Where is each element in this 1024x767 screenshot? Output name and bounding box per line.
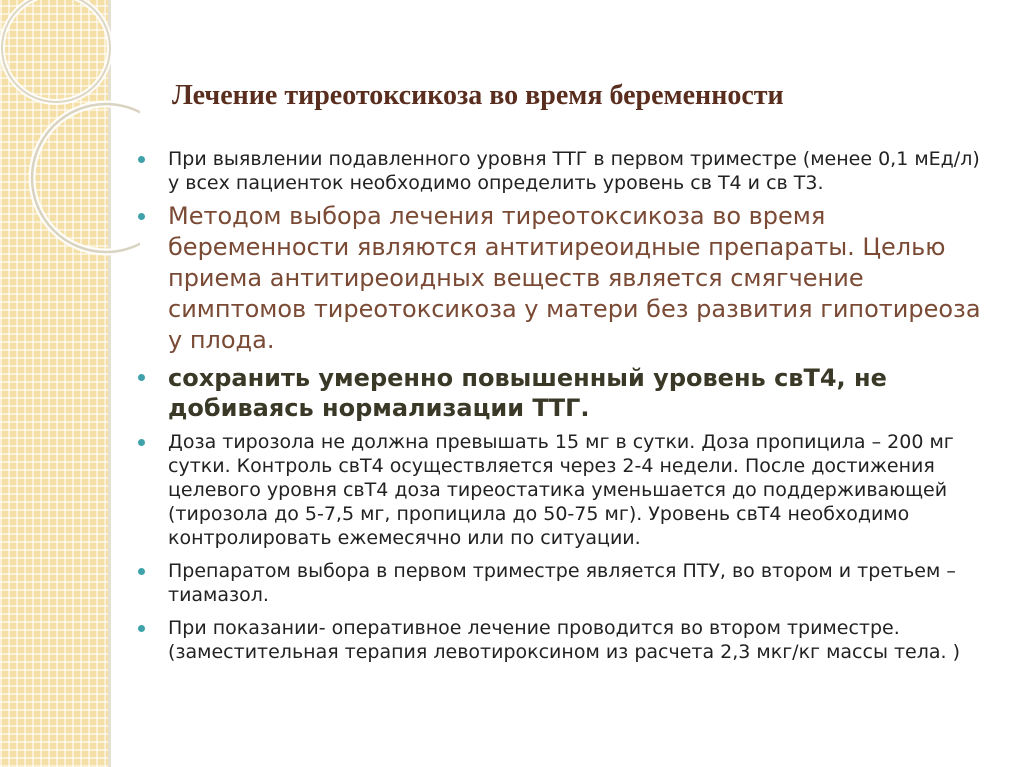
bullet-text: Доза тирозола не должна превышать 15 мг в сутки. Доза пропицила – 200 мг сутки. Контроль свТ4 осуществляется через 2-4 недели. После достижения целевого уровня свТ4 доза тиреостатика уменьшается до поддерживающей (тирозола до 5-7,5 мг, пропицила до 50-75 мг). Уровень свТ4 необходимо контролировать ежемесячно или по ситуации. bbox=[168, 431, 954, 549]
bullet-item bbox=[134, 616, 996, 664]
bullet-dot-icon bbox=[138, 156, 145, 163]
slide-title: Лечение тиреотоксикоза во время беременности bbox=[172, 80, 784, 111]
bullet-item bbox=[134, 559, 996, 607]
bullet-item bbox=[134, 201, 996, 356]
bullet-dot-icon bbox=[138, 213, 145, 220]
bullet-item bbox=[134, 363, 996, 423]
bullet-list bbox=[134, 147, 996, 673]
bullet-text: При выявлении подавленного уровня ТТГ в первом триместре (менее 0,1 мЕд/л) у всех пациенток необходимо определить уровень св Т4 и св Т3. bbox=[168, 148, 980, 194]
bullet-item bbox=[134, 430, 996, 550]
bullet-dot-icon bbox=[138, 568, 145, 575]
bullet-dot-icon bbox=[138, 439, 145, 446]
bullet-text: Методом выбора лечения тиреотоксикоза во время беременности являются антитиреоидные препараты. Целью приема антитиреоидных веществ является смягчение симптомов тиреотоксикоза у матери без развития гипотиреоза у плода. bbox=[168, 202, 981, 354]
bullet-item bbox=[134, 147, 996, 195]
bullet-text: При показании- оперативное лечение проводится во втором триместре. (заместительная терапия левотироксином из расчета 2,3 мкг/кг массы тела. ) bbox=[168, 617, 961, 663]
bullet-text: сохранить умеренно повышенный уровень свТ4, не добиваясь нормализации ТТГ. bbox=[168, 364, 887, 422]
bullet-dot-icon bbox=[138, 625, 145, 632]
decorative-circles bbox=[0, 0, 140, 300]
bullet-dot-icon bbox=[138, 374, 145, 381]
bullet-text: Препаратом выбора в первом триместре является ПТУ, во втором и третьем – тиамазол. bbox=[168, 560, 956, 606]
